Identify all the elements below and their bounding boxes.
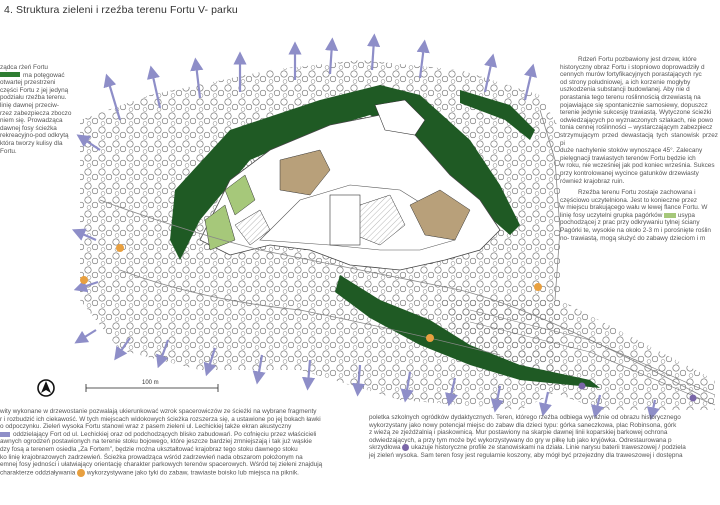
text-line: podziału rzeźba terenu. <box>0 94 67 102</box>
text-line: ma potęgować <box>0 72 78 80</box>
text-line: pojawiające się spontanicznie samosiewy, dopuszcz <box>560 101 708 109</box>
fort-building <box>330 195 360 245</box>
text-line: linię fosy uczytelni grupka pagórków usypa <box>560 211 695 219</box>
text-line: również krajobraz ruin. <box>560 177 625 185</box>
text-line: części Fortu z jej jedyną <box>0 86 69 94</box>
text-line: dawnej fosy ścieżka <box>0 124 57 132</box>
text-line: z wieżą ze zjeżdżalnią i piaskownicą. Mur postawiony na skarpie dawnej linii koparskiej barkowej ochrona <box>369 429 668 437</box>
text-line: terenie jedynie sukcesję trawiastą. Wytyczone ścieżki <box>560 109 712 117</box>
text-line: niem się. Prowadząca <box>0 117 63 125</box>
text-line: przy kontrolowanej wycince gatunków drzewiasty <box>560 169 699 177</box>
text-line: która tworzy kulisy dla <box>0 139 63 147</box>
text-line: awnych ogrodzeń postawionych na terenie stoku bojowego, które jeszcze bardziej zmniejszają i tak już wąskie <box>0 438 312 446</box>
legend-swatch-light-green <box>664 213 676 218</box>
text-column-bottom-right <box>369 414 720 460</box>
text-line: jej zieleń wysoka. Sam teren fosy jest regularnie koszony, aby mógł być przejezdny dla traweszowej i dostępna <box>369 452 683 460</box>
text-line: częściowo uczytelniona. Jest to konieczne przez <box>560 196 698 204</box>
text-line: historyczny obraz Fortu i stopniowo doprowadziły d <box>560 63 705 71</box>
text-line: uszkodzenia substancji budowlanej. Aby nie d <box>560 86 690 94</box>
text-line: duże nachylenie stoków wynoszące 45°. Zalecany <box>560 147 703 155</box>
text-line: otwartej przestrzeni <box>0 79 56 87</box>
text-line: ządca rżeń Fortu <box>0 64 48 71</box>
page-title: 4. Struktura zieleni i rzeźba terenu Fortu V- parku <box>4 4 238 16</box>
text-line: tonia cennej roślinności – wystarczającym zabezpiecz <box>560 124 713 132</box>
text-line: skrzydłowa ukazuje historyczne profile ze stanowiskami na działa. Linie narysu baterii traweszowej / podziela <box>369 444 686 452</box>
text-line: strzymującym przed dewastacją tych stanowisk przez pi <box>560 131 718 147</box>
text-line: r i rozbudzić ich ciekawość. W tych miejscach widokowych ścieżka rozszerza się, a ustawione po jej bokach ławki <box>0 415 321 423</box>
north-arrow-icon <box>38 380 54 396</box>
legend-marker-purple <box>402 444 409 451</box>
text-line: ko linię krajobrazowych zadrzewień. Ścieżka prowadząca wśród zadrzewień nada obszarom położonym na <box>0 453 303 461</box>
text-line: od strony południowej, a ich korzenie mogłyby <box>560 78 691 86</box>
scale-label: 100 m <box>142 380 159 386</box>
text-line: poletka szkolnych ogródków dydaktycznych. Teren, którego rzeźba odbiega wyraźnie od obrazu historycznego <box>369 414 681 421</box>
text-line: rzez zabezpiecza zboczo <box>0 109 72 117</box>
text-line: Rzeźba terenu Fortu zostaje zachowana i <box>578 189 696 197</box>
text-line: charakterze oddziaływania wykorzystywane jako tyki do zabaw, trawiaste boisko lub miejsca na piknik. <box>0 469 299 477</box>
text-line: Rdzeń Fortu pozbawiony jest drzew, które <box>578 56 697 63</box>
legend-marker-orange <box>77 469 85 477</box>
text-line: odwiedzających po wyznaczonych szlakach, nie powo <box>560 116 714 124</box>
text-column-bottom-left <box>0 408 350 477</box>
text-line: wity wykonane w drzewostanie pozwalają ukierunkować wzrok spacerowiczów ze ścieżki na wybrane fragmenty <box>0 408 317 415</box>
text-line: wykorzystany jako nowy potencjał miejsc do zabaw dla dzieci typu: górka saneczkowa, plac Robinsona, górk <box>369 421 677 429</box>
text-line: dzy fosą a terenem osiedla „Za Fortem”, będzie można ukształtować krajobraz tego stoku dawnego stoku <box>0 445 298 453</box>
text-column-right <box>560 56 718 242</box>
text-line: o odpoczynku. Zieleń wysoka Fortu stanowi wraz z pasem zieleni ul. Lechickiej także ekran akustyczny <box>0 423 292 431</box>
text-line: rekreacyjno-pod odkrytą <box>0 132 69 140</box>
legend-swatch-arrow <box>0 432 10 437</box>
text-line: cennych murów fortyfikacyjnych porastających ryc <box>560 71 702 79</box>
text-line: oddzielający Fort od ul. Lechickiej oraz od podchodzących blisko zabudowań. Po cofnięciu przez właścicieli <box>0 431 350 439</box>
text-line: pielęgnacji trawiastych terenów Fortu będzie ich <box>560 154 696 162</box>
text-line: no- trawiastą, mogą służyć do zabawy dzieciom i m <box>560 234 706 242</box>
text-line: Fortu. <box>0 147 17 155</box>
text-line: porastania tego terenu roślinnością drzewiastą na <box>560 93 701 101</box>
text-line: odwiedzających, a przy tym może być wykorzystywany do gry w piłkę lub jako kryjówka. Odrestaurowana p <box>369 436 672 444</box>
text-line: pochodzącej z prac przy odkrywaniu tylnej ściany <box>560 219 700 227</box>
text-line: Pagórki te, wysokie na około 2-3 m i porośnięte roślin <box>560 227 711 235</box>
text-line: linię dawnej przeciw- <box>0 101 59 109</box>
text-line: emnej fosy jedności i ułatwiający orientację charakter parkowych terenów spacerowych. Wśród tej zieleni znajdują <box>0 461 323 469</box>
text-line: w miejscu brakującego wału w lewej flance Fortu. W <box>560 204 708 212</box>
text-line: w roku, nie wcześniej jak pod koniec września. Sukces <box>560 162 715 170</box>
